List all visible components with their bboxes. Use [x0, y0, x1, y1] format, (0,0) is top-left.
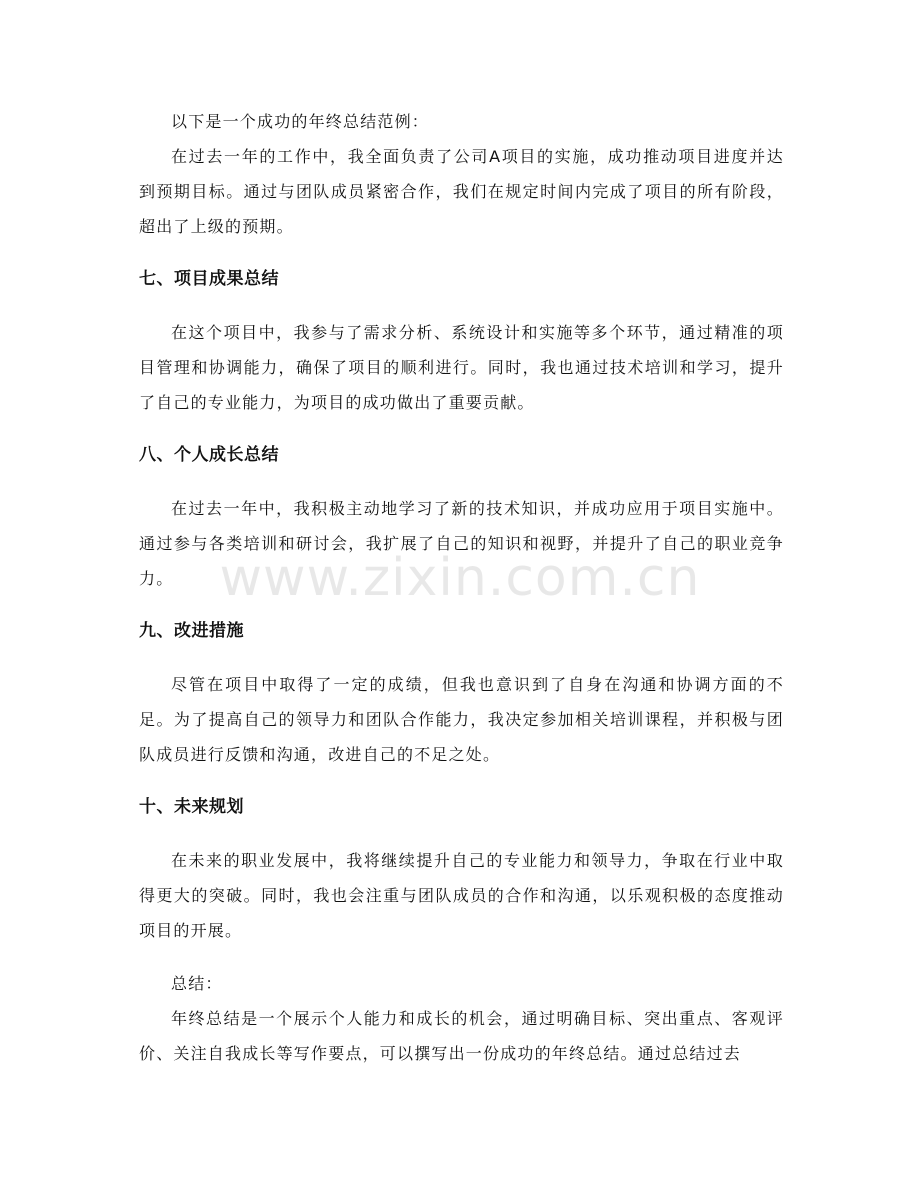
section-body-8: 在过去一年中，我积极主动地学习了新的技术知识，并成功应用于项目实施中。通过参与各类培训和研讨会，我扩展了自己的知识和视野，并提升了自己的职业竞争力。 — [139, 499, 784, 588]
summary-paragraph: 年终总结是一个展示个人能力和成长的机会，通过明确目标、突出重点、客观评价、关注自我成长等写作要点，可以撰写出一份成功的年终总结。通过总结过去 — [139, 1009, 784, 1063]
section-heading-9: 九、改进措施 — [139, 621, 244, 641]
section-heading-8: 八、个人成长总结 — [139, 445, 279, 465]
section-body-10: 在未来的职业发展中，我将继续提升自己的专业能力和领导力，争取在行业中取得更大的突破。同时，我也会注重与团队成员的合作和沟通，以乐观积极的态度推动项目的开展。 — [139, 851, 784, 940]
section-body-7: 在这个项目中，我参与了需求分析、系统设计和实施等多个环节，通过精准的项目管理和协调能力，确保了项目的顺利进行。同时，我也通过技术培训和学习，提升了自己的专业能力，为项目的成功做出了重要贡献。 — [139, 323, 784, 412]
intro-paragraph: 在过去一年的工作中，我全面负责了公司A项目的实施，成功推动项目进度并达到预期目标。通过与团队成员紧密合作，我们在规定时间内完成了项目的所有阶段，超出了上级的预期。 — [139, 147, 784, 236]
document-body — [139, 104, 784, 1071]
summary-label: 总结： — [171, 974, 223, 993]
section-heading-7: 七、项目成果总结 — [139, 269, 279, 289]
watermark: www.zixin.com.cn — [219, 548, 701, 608]
section-body-9: 尽管在项目中取得了一定的成绩，但我也意识到了自身在沟通和协调方面的不足。为了提高自己的领导力和团队合作能力，我决定参加相关培训课程，并积极与团队成员进行反馈和沟通，改进自己的不足之处。 — [139, 675, 784, 764]
intro-line: 以下是一个成功的年终总结范例： — [171, 112, 430, 131]
section-heading-10: 十、未来规划 — [139, 797, 244, 817]
